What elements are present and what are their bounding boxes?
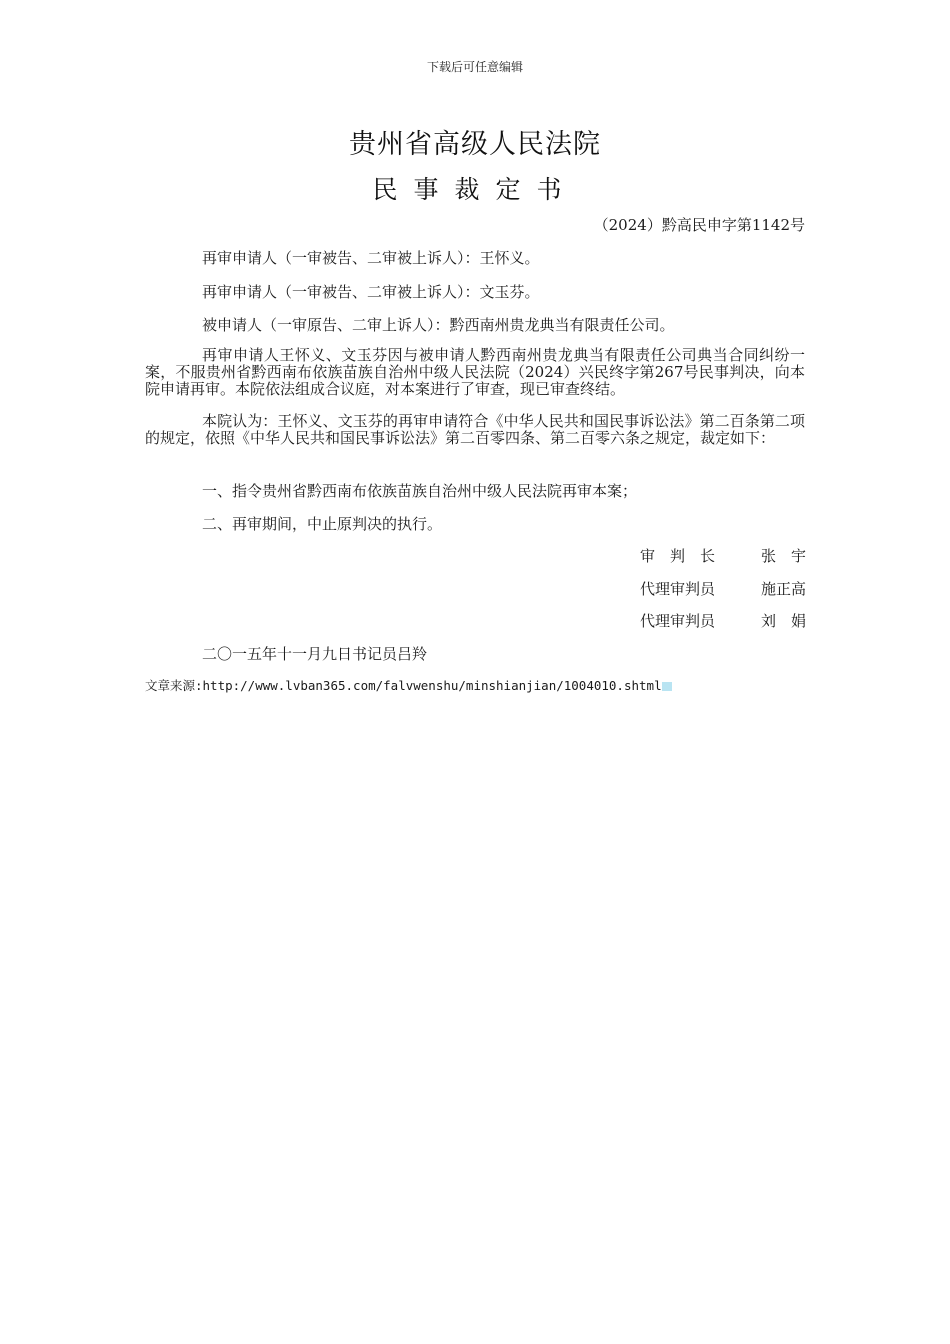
signature-name: 刘 娟 xyxy=(760,612,806,630)
signature-name: 张 宇 xyxy=(760,547,806,565)
source-link-text[interactable]: 文章来源:http://www.lvban365.com/falvwenshu/minshianjian/1004010.shtml xyxy=(145,678,662,693)
signature-role: 代理审判员 xyxy=(640,580,716,598)
source-link[interactable] xyxy=(145,676,672,694)
party-respondent: 被申请人（一审原告、二审上诉人）：黔西南州贵龙典当有限责任公司。 xyxy=(202,316,675,334)
party-applicant-2: 再审申请人（一审被告、二审被上诉人）：文玉芬。 xyxy=(202,283,540,301)
signature-role: 审 判 长 xyxy=(640,547,716,565)
body-paragraph-facts: 再审申请人王怀义、文玉芬因与被申请人黔西南州贵龙典当有限责任公司典当合同纠纷一案，不服贵州省黔西南布依族苗族自治州中级人民法院（2024）兴民终字第267号民事判决，向本院申请再审。本院依法组成合议庭，对本案进行了审查，现已审查终结。 xyxy=(145,346,805,398)
party-applicant-1: 再审申请人（一审被告、二审被上诉人）：王怀义。 xyxy=(202,249,540,267)
court-name: 贵州省高级人民法院 xyxy=(349,129,601,160)
case-number: （2024）黔高民申字第1142号 xyxy=(593,216,805,234)
header-note: 下载后可任意编辑 xyxy=(426,60,523,74)
date-and-clerk: 二〇一五年十一月九日书记员吕羚 xyxy=(202,645,428,663)
highlight-mark xyxy=(662,682,672,691)
signature-name: 施正高 xyxy=(760,580,806,598)
ruling-item-1: 一、指令贵州省黔西南布依族苗族自治州中级人民法院再审本案； xyxy=(202,482,638,500)
ruling-item-2: 二、再审期间，中止原判决的执行。 xyxy=(202,515,443,533)
body-paragraph-reasoning: 本院认为：王怀义、文玉芬的再审申请符合《中华人民共和国民事诉讼法》第二百条第二项的规定，依照《中华人民共和国民事诉讼法》第二百零四条、第二百零六条之规定，裁定如下： xyxy=(145,412,805,447)
signature-role: 代理审判员 xyxy=(640,612,716,630)
document-type: 民事裁定书 xyxy=(372,175,578,204)
